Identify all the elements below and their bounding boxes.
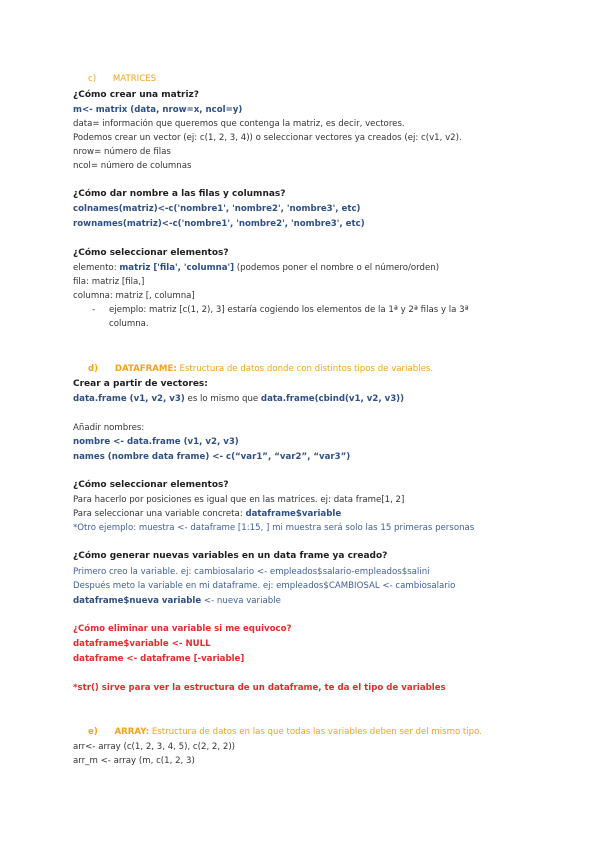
section-matrices-heading	[88, 73, 156, 85]
question-delete-variable: ¿Cómo eliminar una variable si me equivoco?	[73, 624, 292, 634]
code-rownames: rownames(matriz)<-c('nombre1', 'nombre2', 'nombre3', etc)	[73, 219, 365, 229]
section-array-heading	[88, 726, 482, 738]
code-matrix: m<- matrix (data, nrow=x, ncol=y)	[73, 105, 243, 115]
question-select-matrix: ¿Cómo seleccionar elementos?	[73, 248, 229, 258]
text-line	[73, 262, 439, 274]
code-delete-null: dataframe$variable <- NULL	[73, 639, 211, 649]
text-line: Después meto la variable en mi dataframe. ej: empleados$CAMBIOSAL <- cambiosalario	[73, 581, 456, 591]
code-array: arr<- array (c(1, 2, 3, 4, 5), c(2, 2, 2))	[73, 742, 236, 752]
section-label: d)	[88, 364, 99, 374]
code-names: names (nombre data frame) <- c(“var1”, “var2”, “var3”)	[73, 452, 351, 462]
code-inline: matriz ['fila', 'columna']	[119, 263, 235, 273]
text-middle: es lo mismo que	[184, 394, 261, 404]
section-dataframe-heading	[88, 363, 433, 375]
text-line: nrow= número de filas	[73, 147, 171, 157]
text-line: ncol= número de columnas	[73, 161, 192, 171]
section-desc: Estructura de datos en las que todas las variables deben ser del mismo tipo.	[149, 727, 482, 737]
question-names: ¿Cómo dar nombre a las filas y columnas?	[73, 189, 286, 199]
text-line: Para hacerlo por posiciones es igual que en las matrices. ej: data frame[1, 2]	[73, 495, 405, 505]
section-label: e)	[88, 727, 98, 737]
question-create-vectors: Crear a partir de vectores:	[73, 379, 208, 389]
section-title: DATAFRAME:	[114, 364, 177, 374]
text-line: fila: matriz [fila,]	[73, 277, 145, 287]
text-prefix: elemento:	[73, 263, 120, 273]
code-dataframe: nombre <- data.frame (v1, v2, v3)	[73, 437, 239, 447]
text-line	[73, 595, 281, 607]
text-suffix: (podemos poner el nombre o el número/orden)	[234, 263, 440, 273]
text-line: Primero creo la variable. ej: cambiosalario <- empleados$salario-empleados$salini	[73, 567, 430, 577]
bullet-dash: -	[92, 305, 96, 315]
question-create-matrix: ¿Cómo crear una matriz?	[73, 90, 199, 100]
text-line: data= información que queremos que contenga la matriz, es decir, vectores.	[73, 119, 405, 129]
text-line: Podemos crear un vector (ej: c(1, 2, 3, 4)) o seleccionar vectores ya creados (ej: c(v1, v2).	[73, 133, 462, 143]
question-new-variables: ¿Cómo generar nuevas variables en un data frame ya creado?	[73, 551, 388, 561]
note-str: *str() sirve para ver la estructura de un dataframe, te da el tipo de variables	[73, 683, 446, 693]
code-inline: dataframe$variable	[245, 509, 342, 519]
list-item: ejemplo: matriz [c(1, 2), 3] estaría cogiendo los elementos de la 1ª y 2ª filas y la 3ª	[109, 305, 469, 315]
text-line	[73, 393, 404, 405]
code-inline: data.frame (v1, v2, v3)	[73, 394, 185, 404]
code-colnames: colnames(matriz)<-c('nombre1', 'nombre2', 'nombre3', etc)	[73, 204, 361, 214]
text-line: *Otro ejemplo: muestra <- dataframe [1:15, ] mi muestra será solo las 15 primeras personas	[73, 523, 475, 533]
section-title: ARRAY:	[114, 727, 150, 737]
section-label: c)	[88, 74, 97, 84]
text-prefix: Para seleccionar una variable concreta:	[73, 509, 246, 519]
code-delete-index: dataframe <- dataframe [-variable]	[73, 654, 245, 664]
text-line	[73, 508, 341, 520]
question-select-df: ¿Cómo seleccionar elementos?	[73, 480, 229, 490]
code-inline: data.frame(cbind(v1, v2, v3))	[260, 394, 405, 404]
text-suffix: <- nueva variable	[201, 596, 281, 606]
section-desc: Estructura de datos donde con distintos tipos de variables.	[176, 364, 434, 374]
code-array-m: arr_m <- array (m, c(1, 2, 3)	[73, 756, 195, 766]
text-line: Añadir nombres:	[73, 423, 145, 433]
text-line: columna: matriz [, columna]	[73, 291, 195, 301]
list-item-cont: columna.	[109, 319, 149, 329]
code-inline: dataframe$nueva variable	[73, 596, 202, 606]
section-title: MATRICES	[112, 74, 157, 84]
